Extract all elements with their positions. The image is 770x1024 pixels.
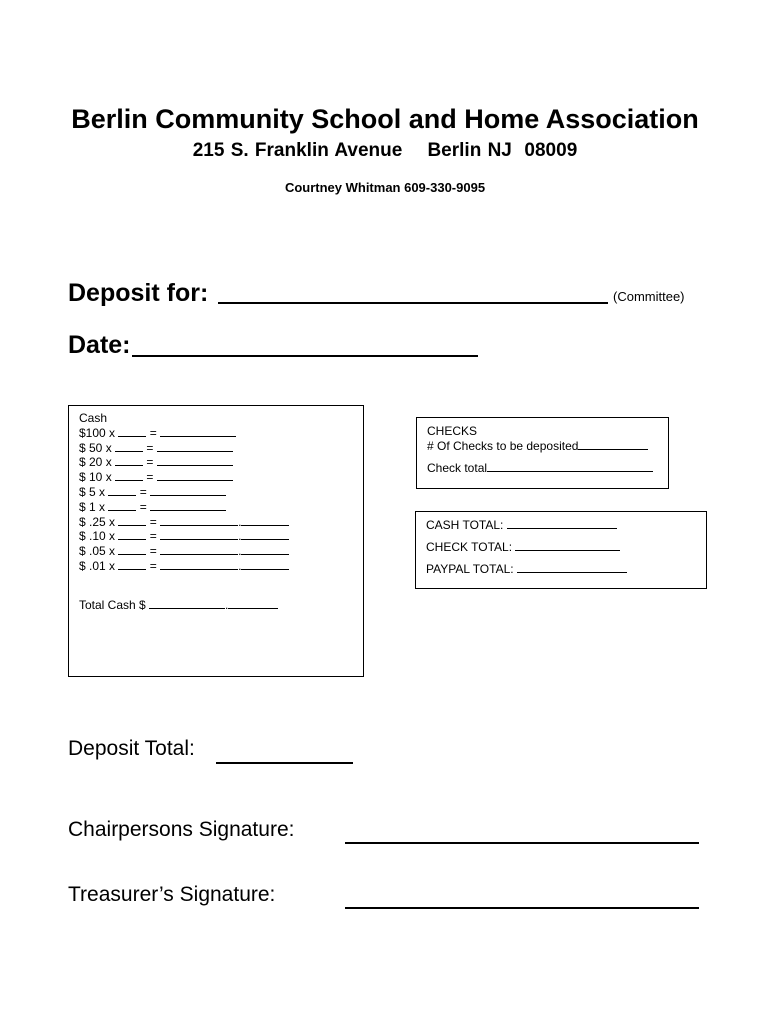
amount-field[interactable] — [150, 486, 226, 496]
check-total-row — [427, 461, 653, 476]
treasurer-signature-field[interactable] — [345, 889, 699, 909]
denomination-label: $ 1 x — [79, 499, 106, 514]
count-field[interactable] — [115, 442, 143, 452]
count-field[interactable] — [118, 516, 146, 526]
committee-note: (Committee) — [613, 289, 685, 304]
contact-info: Courtney Whitman 609-330-9095 — [284, 180, 486, 195]
amount-field[interactable] — [160, 560, 238, 570]
equals-sign: = — [149, 529, 157, 544]
amount-field[interactable] — [160, 427, 236, 437]
cash-total-label: CASH TOTAL: — [426, 518, 504, 532]
amount-field[interactable] — [160, 516, 238, 526]
chairperson-signature-label: Chairpersons Signature: — [68, 818, 295, 841]
checks-box — [416, 417, 669, 489]
chairperson-signature-field[interactable] — [345, 824, 699, 844]
amount-field[interactable] — [160, 530, 238, 540]
denomination-label: $ 5 x — [79, 484, 106, 499]
cash-total-field[interactable] — [507, 519, 617, 529]
denomination-label: $ .25 x — [79, 514, 116, 529]
check-total-summary-row — [426, 540, 627, 555]
count-field[interactable] — [118, 427, 146, 437]
count-field[interactable] — [115, 471, 143, 481]
denomination-label: $ 10 x — [79, 470, 112, 485]
total-cash-cents-field[interactable] — [228, 599, 278, 609]
count-field[interactable] — [118, 560, 146, 570]
paypal-total-row — [426, 562, 627, 577]
cents-field[interactable] — [241, 530, 289, 540]
checks-count-label: # Of Checks to be deposited — [427, 438, 579, 453]
equals-sign: = — [139, 499, 147, 514]
checks-title: CHECKS — [427, 424, 478, 438]
date-field[interactable] — [132, 337, 478, 357]
cash-title: Cash — [79, 411, 108, 425]
deposit-for-label: Deposit for: — [68, 279, 209, 307]
totals-box — [415, 511, 707, 589]
cash-row-20 — [79, 455, 289, 470]
cents-field[interactable] — [241, 560, 289, 570]
deposit-total-field[interactable] — [216, 744, 353, 764]
amount-field[interactable] — [160, 545, 238, 555]
cash-row-5 — [79, 485, 289, 500]
count-field[interactable] — [118, 530, 146, 540]
equals-sign: = — [149, 514, 157, 529]
cash-row-25c: $ .25 x = . — [79, 515, 289, 530]
cash-row-50 — [79, 441, 289, 456]
cash-row-5c: $ .05 x = . — [79, 544, 289, 559]
total-cash-row: Total Cash $ . — [79, 598, 289, 613]
cash-row-10c: $ .10 x = . — [79, 529, 289, 544]
cash-row-10 — [79, 470, 289, 485]
count-field[interactable] — [115, 456, 143, 466]
check-total-summary-field[interactable] — [515, 541, 620, 551]
total-cash-dollars-field[interactable] — [149, 599, 225, 609]
organization-name: Berlin Community School and Home Association — [71, 104, 699, 134]
check-total-summary-label: CHECK TOTAL: — [426, 539, 513, 554]
total-cash-label: Total Cash $ — [79, 597, 146, 612]
organization-address: 215 S. Franklin Avenue Berlin NJ 08009 — [192, 140, 578, 161]
cents-field[interactable] — [241, 516, 289, 526]
check-total-label: Check total — [427, 460, 488, 475]
cash-row-1 — [79, 500, 289, 515]
equals-sign: = — [146, 440, 154, 455]
equals-sign: = — [149, 425, 157, 440]
equals-sign: = — [146, 470, 154, 485]
paypal-total-label: PAYPAL TOTAL: — [426, 561, 514, 576]
check-total-field[interactable] — [487, 462, 653, 472]
denomination-label: $ 20 x — [79, 455, 112, 470]
cash-box — [68, 405, 364, 677]
cash-row-1c: $ .01 x = . — [79, 559, 289, 574]
amount-field[interactable] — [150, 501, 226, 511]
checks-count-row — [427, 439, 653, 454]
cash-row-100 — [79, 426, 289, 441]
amount-field[interactable] — [157, 471, 233, 481]
denomination-label: $ .10 x — [79, 529, 116, 544]
equals-sign: = — [149, 544, 157, 559]
denomination-label: $100 x — [79, 425, 116, 440]
cash-total-row — [426, 518, 627, 533]
equals-sign: = — [146, 455, 154, 470]
deposit-for-field[interactable] — [218, 284, 608, 304]
count-field[interactable] — [118, 545, 146, 555]
equals-sign: = — [139, 484, 147, 499]
checks-count-field[interactable] — [578, 440, 648, 450]
denomination-label: $ 50 x — [79, 440, 112, 455]
denomination-label: $ .05 x — [79, 544, 116, 559]
count-field[interactable] — [108, 486, 136, 496]
amount-field[interactable] — [157, 442, 233, 452]
cents-field[interactable] — [241, 545, 289, 555]
date-label: Date: — [68, 331, 131, 359]
deposit-total-label: Deposit Total: — [68, 737, 195, 760]
denomination-label: $ .01 x — [79, 558, 116, 573]
amount-field[interactable] — [157, 456, 233, 466]
equals-sign: = — [149, 558, 157, 573]
count-field[interactable] — [108, 501, 136, 511]
treasurer-signature-label: Treasurer’s Signature: — [68, 883, 276, 906]
paypal-total-field[interactable] — [517, 563, 627, 573]
